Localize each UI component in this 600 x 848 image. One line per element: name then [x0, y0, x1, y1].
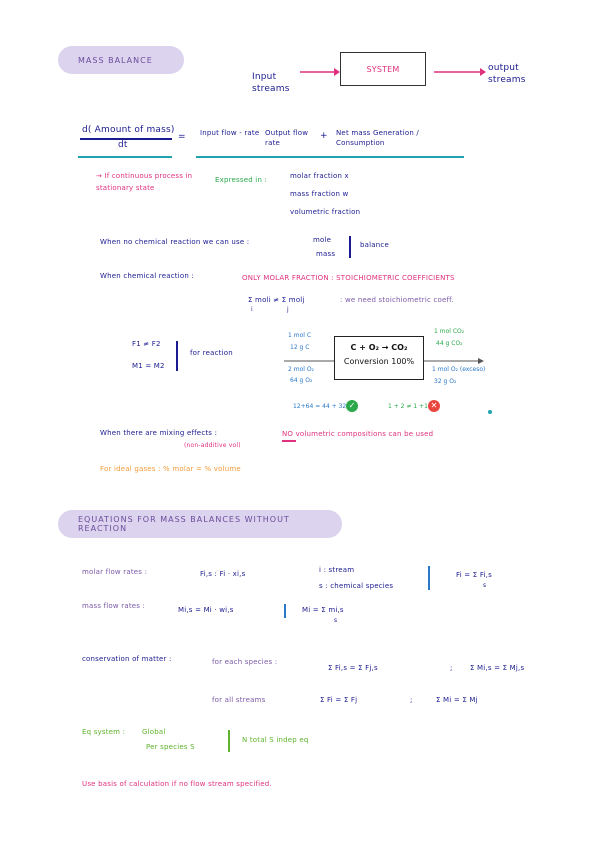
mass-word: mass — [316, 250, 336, 258]
cross-icon: ✕ — [428, 400, 440, 412]
section-title-text-2: EQUATIONS FOR MASS BALANCES WITHOUT REACTION — [78, 515, 290, 533]
underline-teal-right — [196, 156, 464, 158]
system-label: SYSTEM — [366, 64, 400, 74]
r-12g-c: 12 g C — [290, 344, 310, 351]
conservation-of-matter: conservation of matter : — [82, 655, 172, 663]
sum-neq: Σ moli ≠ Σ molj — [248, 296, 305, 304]
streams-eq-mass: Σ Mi = Σ Mj — [436, 696, 478, 704]
small-dot — [488, 410, 492, 414]
for-reaction: for reaction — [190, 349, 233, 357]
mis-eq: Mi,s = Mi · wi,s — [178, 606, 234, 614]
r-2mol-o2: 2 mol O₂ — [288, 366, 314, 373]
s-species: s : chemical species — [319, 582, 394, 590]
output-streams-label: output streams — [488, 63, 526, 85]
plus-sign: + — [320, 131, 328, 141]
mixing-effects: When there are mixing effects : — [100, 429, 218, 437]
input-streams-label: Input streams — [252, 72, 290, 94]
no-volumetric: NO volumetric compositions can be used — [282, 430, 434, 438]
r-32g-o2: 32 g O₂ — [434, 378, 457, 385]
fraction-numerator: d( Amount of mass) — [82, 125, 175, 135]
input-flow-rate: Input flow - rate — [200, 129, 260, 137]
mass-check: 12+64 = 44 + 32 — [293, 403, 347, 410]
f-neq: F1 ≠ F2 — [132, 340, 161, 348]
bracket-mark-3 — [428, 566, 430, 590]
mass-fraction: mass fraction w — [290, 190, 349, 198]
mole-check: 1 + 2 ≠ 1 +1 — [388, 403, 428, 410]
fraction-denominator: dt — [118, 140, 128, 150]
need-coeff: : we need stoichiometric coeff. — [340, 296, 454, 304]
input-arrow — [300, 66, 340, 78]
mi-sum: Mi = Σ mi,s — [302, 606, 344, 614]
fi-sum-sub: s — [483, 582, 487, 589]
per-species-label: Per species S — [146, 743, 195, 751]
section-title-mass-balance — [58, 46, 184, 74]
check-icon: ✓ — [346, 400, 358, 412]
bracket-mark-4 — [284, 604, 286, 618]
reaction-conversion: Conversion 100% — [343, 357, 415, 366]
output-flow-rate: Output flow rate — [265, 129, 309, 147]
r-44g-co2: 44 g CO₂ — [436, 340, 463, 347]
no-underline — [282, 440, 296, 442]
equals-sign: = — [178, 132, 186, 142]
m-eq: M1 = M2 — [132, 362, 165, 370]
streams-eq-molar: Σ Fi = Σ Fj — [320, 696, 358, 704]
only-molar-fraction: ONLY MOLAR FRACTION : STOICHIOMETRIC COEFFICIENTS — [242, 274, 455, 282]
net-generation: Net mass Generation / Consumption — [336, 129, 419, 147]
reaction-arrow-in — [284, 356, 336, 366]
reaction-equation: C + O₂ → CO₂ — [350, 343, 408, 352]
n-total-indep: N total S indep eq — [242, 736, 309, 744]
basis-of-calculation: Use basis of calculation if no flow stream specified. — [82, 780, 272, 788]
r-1mol-c: 1 mol C — [288, 332, 312, 339]
species-eq-mass: Σ Mi,s = Σ Mj,s — [470, 664, 525, 672]
section-title-text: MASS BALANCE — [78, 55, 153, 65]
reaction-box — [334, 336, 424, 380]
i-stream: i : stream — [319, 566, 355, 574]
system-box — [340, 52, 426, 86]
for-all-streams: for all streams — [212, 696, 266, 704]
mole-word: mole — [313, 236, 332, 244]
for-each-species: for each species : — [212, 658, 278, 666]
balance-word: balance — [360, 241, 389, 249]
r-1mol-co2: 1 mol CO₂ — [434, 328, 465, 335]
non-additive: (non-additive vol) — [184, 442, 241, 449]
underline-teal-left — [78, 156, 172, 158]
r-64g-o2: 64 g O₂ — [290, 377, 313, 384]
bracket-mark-5 — [228, 730, 230, 752]
reaction-arrow-out — [424, 356, 484, 366]
section-title-equations — [58, 510, 342, 538]
sum-sub-j: j — [287, 306, 289, 313]
separator-1: ; — [450, 664, 453, 672]
species-eq-molar: Σ Fi,s = Σ Fj,s — [328, 664, 378, 672]
volumetric-fraction: volumetric fraction — [290, 208, 361, 216]
separator-2: ; — [410, 696, 413, 704]
molar-flow-rates: molar flow rates : — [82, 568, 148, 576]
mi-sum-sub: s — [334, 617, 338, 624]
eq-system: Eq system : — [82, 728, 126, 736]
output-arrow — [434, 66, 486, 78]
ideal-gases: For ideal gases : % molar = % volume — [100, 465, 241, 473]
r-excess-o2: 1 mol O₂ (exceso) — [432, 366, 486, 373]
fis-eq: Fi,s : Fi · xi,s — [200, 570, 246, 578]
mass-flow-rates: mass flow rates : — [82, 602, 146, 610]
sum-sub-i: i — [251, 306, 253, 313]
continuous-note: → If continuous process in stationary state — [96, 172, 193, 192]
molar-fraction: molar fraction x — [290, 172, 349, 180]
no-reaction-line: When no chemical reaction we can use : — [100, 238, 250, 246]
bracket-mark-2 — [176, 341, 178, 371]
chemical-reaction-line: When chemical reaction : — [100, 272, 194, 280]
expressed-in: Expressed in : — [215, 176, 268, 184]
fi-sum: Fi = Σ Fi,s — [456, 571, 492, 579]
global-label: Global — [142, 728, 166, 736]
bracket-mark — [349, 236, 351, 258]
